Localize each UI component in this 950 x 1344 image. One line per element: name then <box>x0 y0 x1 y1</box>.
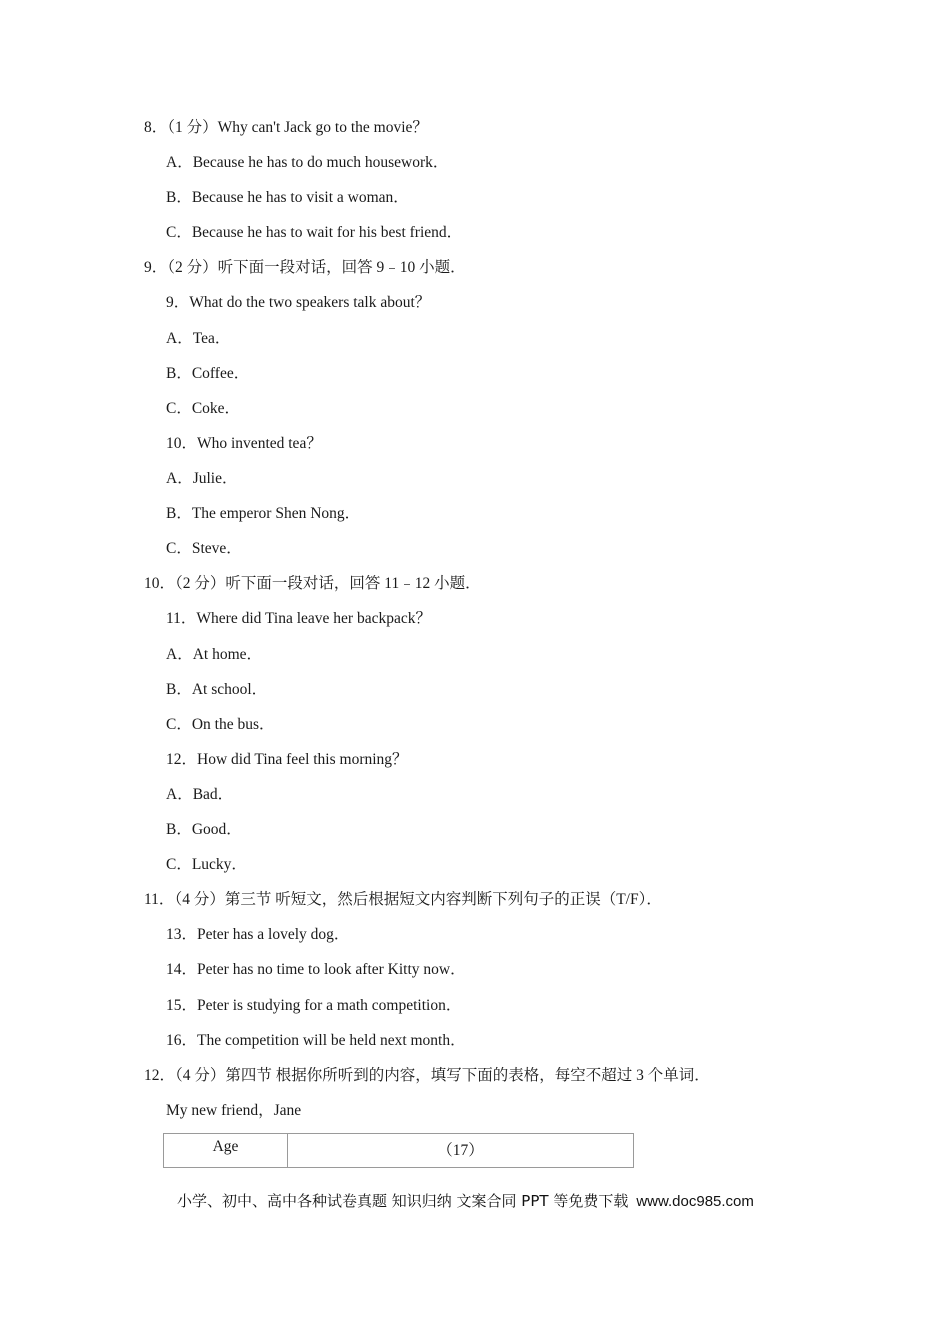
question-12-stem <box>144 1066 710 1086</box>
table-answer-cell: （17） <box>288 1134 634 1168</box>
subquestion-10-option-c: C．Steve． <box>166 540 242 557</box>
subquestion-10-option-b: B．The emperor Shen Nong． <box>166 505 361 522</box>
question-text: 第四节 根据你所听到的内容，填写下面的表格，每空不超过 3 个单词． <box>225 1067 710 1084</box>
subquestion-11-option-b: B．At school． <box>166 681 268 698</box>
table-row <box>164 1134 634 1168</box>
subquestion-9-option-c: C．Coke． <box>166 400 241 417</box>
question-points: （2 分） <box>175 575 226 592</box>
subquestion-9-option-b: B．Coffee． <box>166 365 250 382</box>
question-points: （4 分） <box>174 891 225 908</box>
question-points: （4 分） <box>175 1067 226 1084</box>
question-8-option-c: C．Because he has to wait for his best friend． <box>166 224 463 241</box>
question-10-stem <box>144 574 481 594</box>
subquestion-12-option-c: C．Lucky． <box>166 856 247 873</box>
question-number: 9． <box>144 259 168 276</box>
footer <box>177 1191 754 1212</box>
subquestion-9: 9．What do the two speakers talk about？ <box>166 294 431 311</box>
subquestion-9-option-a: A．Tea． <box>166 330 231 347</box>
statement-15: 15．Peter is studying for a math competition． <box>166 997 462 1014</box>
subquestion-12: 12．How did Tina feel this morning？ <box>166 751 408 768</box>
footer-text: 小学、初中、高中各种试卷真题 知识归纳 文案合同 PPT 等免费下载 <box>177 1192 629 1210</box>
statement-14: 14．Peter has no time to look after Kitty now． <box>166 961 466 978</box>
question-text: Why can't Jack go to the movie？ <box>217 119 428 136</box>
question-number: 11． <box>144 891 175 908</box>
question-number: 12． <box>144 1067 176 1084</box>
question-text: 听下面一段对话，回答 11﹣12 小题． <box>225 575 481 592</box>
question-points: （2 分） <box>167 259 218 276</box>
question-8-stem <box>144 118 428 138</box>
statement-13: 13．Peter has a lovely dog． <box>166 926 350 943</box>
subquestion-11-option-c: C．On the bus． <box>166 716 275 733</box>
subquestion-12-option-b: B．Good． <box>166 821 242 838</box>
subquestion-10: 10．Who invented tea？ <box>166 435 322 452</box>
table-label-cell: Age <box>164 1134 288 1168</box>
subquestion-10-option-a: A．Julie． <box>166 470 238 487</box>
footer-site: www.doc985.com <box>636 1193 754 1210</box>
question-text: 第三节 听短文，然后根据短文内容判断下列句子的正误（T/F）． <box>224 891 662 908</box>
question-text: 听下面一段对话，回答 9﹣10 小题． <box>217 259 466 276</box>
table-caption: My new friend，Jane <box>166 1102 302 1119</box>
question-number: 10． <box>144 575 176 592</box>
question-9-stem <box>144 258 466 278</box>
subquestion-11: 11．Where did Tina leave her backpack？ <box>166 610 431 627</box>
question-points: （1 分） <box>167 119 218 136</box>
question-number: 8． <box>144 119 168 136</box>
statement-16: 16．The competition will be held next month． <box>166 1032 466 1049</box>
question-8-option-b: B．Because he has to visit a woman． <box>166 189 409 206</box>
question-8-option-a: A．Because he has to do much housework． <box>166 154 449 171</box>
subquestion-11-option-a: A．At home． <box>166 646 263 663</box>
subquestion-12-option-a: A．Bad． <box>166 786 234 803</box>
question-11-stem <box>144 890 662 910</box>
fill-in-table <box>163 1133 634 1168</box>
